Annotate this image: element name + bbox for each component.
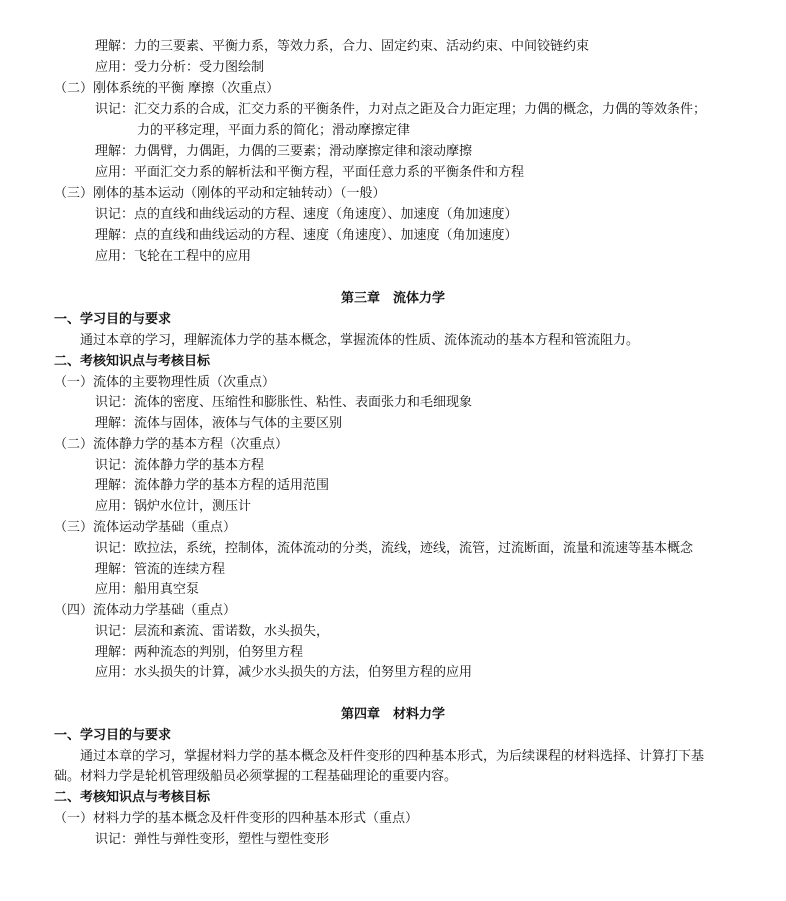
chapter-title: 第三章 流体力学 xyxy=(340,291,445,306)
text-line: 理解：力的三要素、平衡力系，等效力系，合力、固定约束、活动约束、中间铰链约束 xyxy=(95,39,590,54)
text-line: 应用：锅炉水位计，测压计 xyxy=(95,499,252,514)
paragraph: 础。材料力学是轮机管理级船员必须掌握的工程基础理论的重要内容。 xyxy=(54,769,458,784)
paragraph: 通过本章的学习，掌握材料力学的基本概念及杆件变形的四种基本形式，为后续课程的材料选择、计算打下基 xyxy=(80,749,705,764)
subsection-heading: （一）材料力学的基本概念及杆件变形的四种基本形式（重点） xyxy=(54,811,419,826)
subsection-heading: （四）流体动力学基础（重点） xyxy=(54,603,237,618)
text-line: 识记：点的直线和曲线运动的方程、速度（角速度）、加速度（角加速度） xyxy=(95,207,518,222)
text-line: 识记：流体的密度、压缩性和膨胀性、粘性、表面张力和毛细现象 xyxy=(95,395,473,410)
section-heading: 二、考核知识点与考核目标 xyxy=(54,354,211,369)
section-heading: （三）刚体的基本运动（刚体的平动和定轴转动）（一般） xyxy=(54,186,386,201)
section-heading: 二、考核知识点与考核目标 xyxy=(54,790,211,805)
text-line: 理解：力偶臂，力偶距，力偶的三要素；滑动摩擦定律和滚动摩擦 xyxy=(95,144,473,159)
section-heading: （二）刚体系统的平衡 摩擦（次重点） xyxy=(54,81,280,96)
text-line: 理解：点的直线和曲线运动的方程、速度（角速度）、加速度（角加速度） xyxy=(95,228,518,243)
text-line: 理解：两种流态的判别，伯努里方程 xyxy=(95,645,304,660)
text-line: 识记：欧拉法，系统，控制体，流体流动的分类，流线，迹线，流管，过流断面，流量和流速等基本概念 xyxy=(95,541,694,556)
text-line: 应用：平面汇交力系的解析法和平衡方程，平面任意力系的平衡条件和方程 xyxy=(95,165,525,180)
text-line: 应用：飞轮在工程中的应用 xyxy=(95,249,252,264)
text-line: 理解：管流的连续方程 xyxy=(95,562,226,577)
text-line: 识记：流体静力学的基本方程 xyxy=(95,458,265,473)
paragraph: 通过本章的学习，理解流体力学的基本概念，掌握流体的性质、流体流动的基本方程和管流阻力。 xyxy=(80,333,640,348)
text-line: 力的平移定理，平面力系的简化；滑动摩擦定律 xyxy=(137,123,411,138)
text-line: 识记：汇交力系的合成，汇交力系的平衡条件，力对点之距及合力距定理；力偶的概念，力偶的等效条件； xyxy=(95,102,707,117)
section-heading: 一、学习目的与要求 xyxy=(54,728,172,743)
subsection-heading: （三）流体运动学基础（重点） xyxy=(54,520,237,535)
text-line: 识记：层流和紊流、雷诺数，水头损失， xyxy=(95,624,330,639)
text-line: 识记：弹性与弹性变形，塑性与塑性变形 xyxy=(95,832,330,847)
section-heading: 一、学习目的与要求 xyxy=(54,312,172,327)
text-line: 应用：受力分析：受力图绘制 xyxy=(95,60,265,75)
text-line: 理解：流体与固体，液体与气体的主要区别 xyxy=(95,416,343,431)
text-line: 应用：船用真空泵 xyxy=(95,582,200,597)
subsection-heading: （一）流体的主要物理性质（次重点） xyxy=(54,375,276,390)
text-line: 理解：流体静力学的基本方程的适用范围 xyxy=(95,478,330,493)
subsection-heading: （二）流体静力学的基本方程（次重点） xyxy=(54,437,289,452)
text-line: 应用：水头损失的计算，减少水头损失的方法，伯努里方程的应用 xyxy=(95,665,473,680)
chapter-title: 第四章 材料力学 xyxy=(340,707,445,722)
